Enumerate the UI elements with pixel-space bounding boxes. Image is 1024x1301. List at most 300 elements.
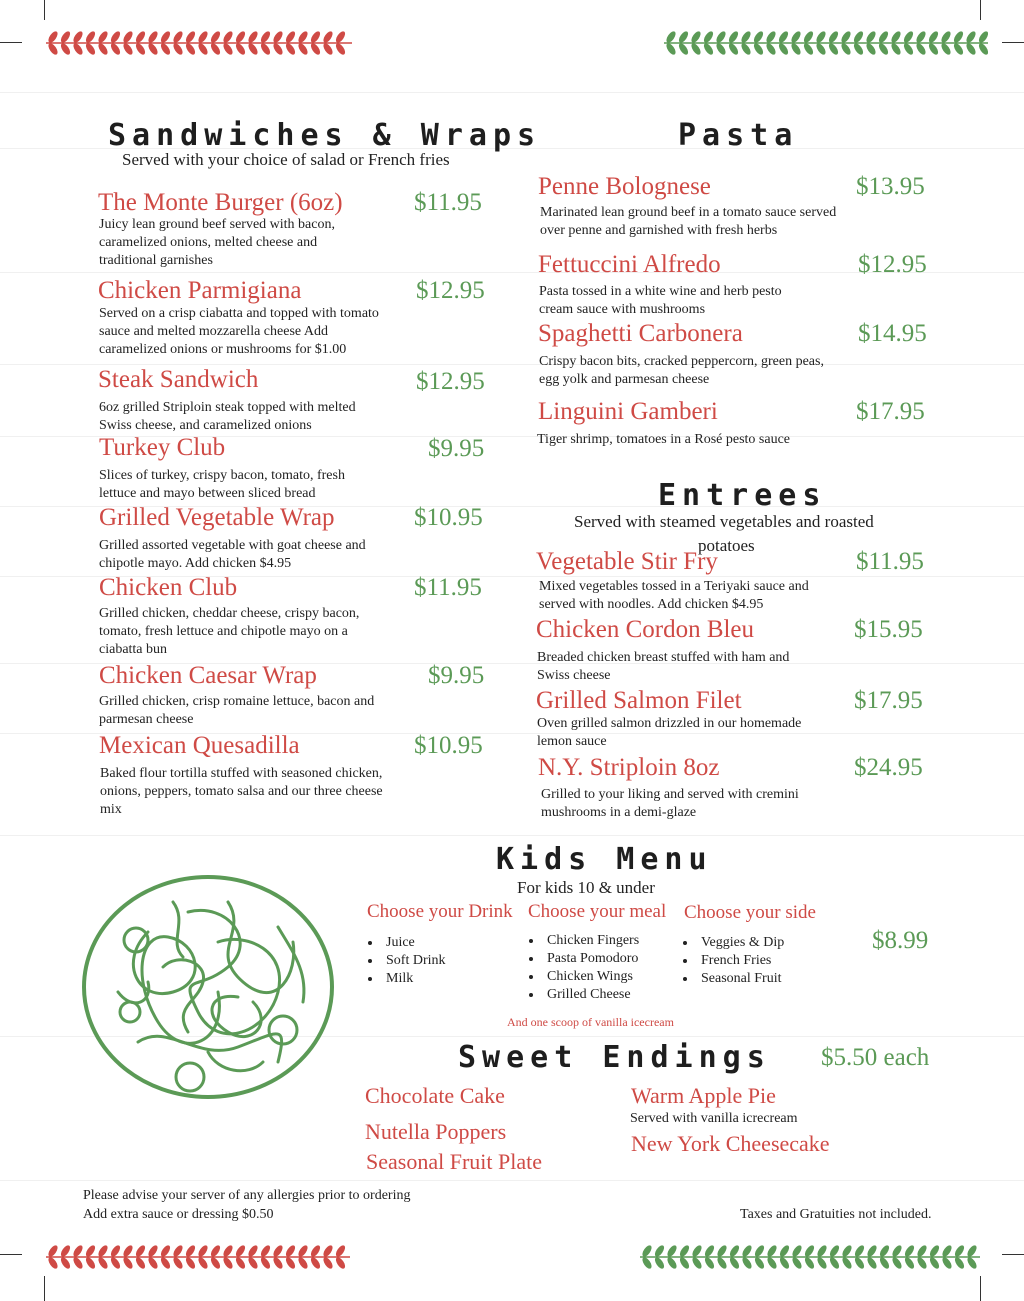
laurel-leaf bbox=[47, 1256, 60, 1270]
laurel-leaf bbox=[172, 1244, 185, 1258]
laurel-leaf bbox=[790, 42, 803, 56]
crop-mark bbox=[44, 0, 45, 20]
laurel-leaf bbox=[209, 30, 222, 44]
laurel-leaf bbox=[97, 1256, 110, 1270]
menu-item-price: $10.95 bbox=[414, 504, 483, 531]
menu-item-description: Mixed vegetables tossed in a Teriyaki sauce and served with noodles. Add chicken $4.95 bbox=[539, 579, 809, 612]
laurel-leaf bbox=[272, 30, 285, 44]
laurel-leaf bbox=[841, 1256, 854, 1270]
desserts-price: $5.50 each bbox=[821, 1044, 930, 1071]
laurel-leaf bbox=[297, 42, 310, 56]
dessert-item: Seasonal Fruit Plate bbox=[366, 1149, 542, 1174]
menu-item-description: Juicy lean ground beef served with bacon, caramelized onions, melted cheese and traditional garnishes bbox=[99, 217, 335, 268]
laurel-leaf bbox=[134, 1256, 147, 1270]
menu-item-price: $11.95 bbox=[414, 574, 482, 601]
laurel-leaf bbox=[259, 1244, 272, 1258]
laurel-leaf bbox=[753, 1256, 766, 1270]
menu-item-name: Mexican Quesadilla bbox=[99, 732, 300, 759]
laurel-leaf bbox=[816, 1244, 829, 1258]
background-rule bbox=[0, 364, 1024, 365]
laurel-leaf bbox=[853, 1244, 866, 1258]
laurel-leaf bbox=[297, 1244, 310, 1258]
menu-item-price: $12.95 bbox=[858, 251, 927, 278]
laurel-leaf bbox=[866, 1256, 879, 1270]
laurel-leaf bbox=[940, 30, 953, 44]
laurel-leaf bbox=[766, 1244, 779, 1258]
laurel-leaf bbox=[753, 1244, 766, 1258]
kids-icecream-note: And one scoop of vanilla icecream bbox=[507, 1015, 674, 1029]
laurel-leaf bbox=[109, 42, 122, 56]
laurel-leaf bbox=[159, 1244, 172, 1258]
laurel-leaf bbox=[866, 1244, 879, 1258]
laurel-leaf bbox=[272, 1244, 285, 1258]
laurel-leaf bbox=[940, 42, 953, 56]
laurel-leaf bbox=[777, 30, 790, 44]
laurel-leaf bbox=[653, 1244, 666, 1258]
laurel-leaf bbox=[172, 42, 185, 56]
laurel-leaf bbox=[322, 30, 335, 44]
laurel-leaf bbox=[877, 42, 890, 56]
laurel-leaf bbox=[147, 1256, 160, 1270]
laurel-leaf bbox=[222, 30, 235, 44]
menu-item-description: 6oz grilled Striploin steak topped with melted Swiss cheese, and caramelized onions bbox=[99, 400, 356, 433]
laurel-leaf bbox=[72, 42, 85, 56]
menu-item-price: $11.95 bbox=[856, 548, 924, 575]
laurel-leaf bbox=[928, 1256, 941, 1270]
laurel-leaf bbox=[109, 1244, 122, 1258]
laurel-leaf bbox=[966, 1244, 979, 1258]
list-item: • Grilled Cheese bbox=[543, 986, 639, 1004]
background-rule bbox=[0, 835, 1024, 836]
laurel-leaf bbox=[222, 1244, 235, 1258]
apple-pie-note: Served with vanilla icrecream bbox=[630, 1111, 798, 1126]
laurel-leaf bbox=[902, 30, 915, 44]
laurel-leaf bbox=[284, 30, 297, 44]
laurel-border-green-bottom-icon bbox=[640, 1244, 980, 1270]
list-item: • Seasonal Fruit bbox=[697, 970, 784, 988]
laurel-leaf bbox=[122, 1244, 135, 1258]
laurel-leaf bbox=[122, 30, 135, 44]
menu-item-description: Served on a crisp ciabatta and topped with tomato sauce and melted mozzarella cheese Add caramelized onions or mushrooms for $1.00 bbox=[99, 306, 379, 357]
menu-item-name: Chicken Club bbox=[99, 574, 238, 601]
laurel-leaf bbox=[678, 1244, 691, 1258]
laurel-leaf bbox=[903, 1244, 916, 1258]
laurel-leaf bbox=[122, 1256, 135, 1270]
laurel-leaf bbox=[109, 30, 122, 44]
laurel-leaf bbox=[122, 42, 135, 56]
laurel-leaf bbox=[803, 1244, 816, 1258]
laurel-leaf bbox=[966, 1256, 979, 1270]
dessert-item: Nutella Poppers bbox=[365, 1119, 507, 1144]
laurel-leaf bbox=[765, 30, 778, 44]
laurel-leaf bbox=[84, 1244, 97, 1258]
laurel-leaf bbox=[865, 42, 878, 56]
menu-item-name: Penne Bolognese bbox=[538, 173, 711, 200]
menu-item-price: $14.95 bbox=[858, 320, 927, 347]
menu-item-name: Grilled Vegetable Wrap bbox=[99, 504, 335, 531]
laurel-leaf bbox=[977, 30, 988, 44]
laurel-leaf bbox=[841, 1244, 854, 1258]
laurel-leaf bbox=[172, 30, 185, 44]
laurel-border-red-bottom-icon bbox=[46, 1244, 350, 1270]
menu-item-price: $9.95 bbox=[428, 435, 485, 462]
laurel-leaf bbox=[334, 1256, 347, 1270]
laurel-leaf bbox=[247, 1244, 260, 1258]
menu-item-price: $15.95 bbox=[854, 616, 923, 643]
sandwiches-subtitle: Served with your choice of salad or French fries bbox=[122, 150, 450, 169]
laurel-leaf bbox=[284, 1256, 297, 1270]
sandwiches-title: Sandwiches & Wraps bbox=[108, 118, 542, 153]
laurel-leaf bbox=[891, 1256, 904, 1270]
kids-side-heading: Choose your side bbox=[684, 902, 816, 923]
menu-item-price: $11.95 bbox=[414, 189, 482, 216]
menu-item-name: Grilled Salmon Filet bbox=[536, 687, 742, 714]
laurel-leaf bbox=[334, 1244, 347, 1258]
kids-menu-title: Kids Menu bbox=[496, 842, 713, 877]
crop-mark bbox=[44, 1276, 45, 1301]
laurel-leaf bbox=[816, 1256, 829, 1270]
laurel-leaf bbox=[741, 1244, 754, 1258]
laurel-leaf bbox=[941, 1244, 954, 1258]
laurel-leaf bbox=[766, 1256, 779, 1270]
laurel-leaf bbox=[916, 1256, 929, 1270]
laurel-leaf bbox=[322, 42, 335, 56]
menu-item-price: $24.95 bbox=[854, 754, 923, 781]
list-item: • Pasta Pomodoro bbox=[543, 950, 639, 968]
laurel-leaf bbox=[259, 1256, 272, 1270]
laurel-leaf bbox=[272, 1256, 285, 1270]
laurel-leaf bbox=[827, 42, 840, 56]
laurel-leaf bbox=[840, 30, 853, 44]
crop-mark bbox=[0, 1254, 22, 1255]
laurel-leaf bbox=[284, 1244, 297, 1258]
list-item: • Veggies & Dip bbox=[697, 934, 784, 952]
entrees-subtitle-line2: potatoes bbox=[698, 536, 755, 555]
laurel-leaf bbox=[172, 1256, 185, 1270]
spaghetti-plate-icon bbox=[78, 872, 338, 1102]
laurel-leaf bbox=[965, 42, 978, 56]
laurel-leaf bbox=[977, 42, 988, 56]
crop-mark bbox=[1002, 1254, 1024, 1255]
menu-item-name: Vegetable Stir Fry bbox=[536, 548, 718, 575]
laurel-leaf bbox=[159, 1256, 172, 1270]
laurel-leaf bbox=[234, 1244, 247, 1258]
menu-item-description: Grilled assorted vegetable with goat cheese and chipotle mayo. Add chicken $4.95 bbox=[99, 538, 366, 571]
laurel-leaf bbox=[765, 42, 778, 56]
laurel-leaf bbox=[184, 1256, 197, 1270]
laurel-leaf bbox=[247, 42, 260, 56]
laurel-leaf bbox=[147, 1244, 160, 1258]
laurel-leaf bbox=[209, 42, 222, 56]
menu-item-description: Grilled chicken, crisp romaine lettuce, bacon and parmesan cheese bbox=[99, 694, 375, 727]
taxes-note: Taxes and Gratuities not included. bbox=[740, 1207, 932, 1222]
menu-item-price: $10.95 bbox=[414, 732, 483, 759]
laurel-leaf bbox=[234, 30, 247, 44]
laurel-leaf bbox=[853, 1256, 866, 1270]
laurel-leaf bbox=[247, 30, 260, 44]
laurel-leaf bbox=[309, 30, 322, 44]
laurel-leaf bbox=[309, 1244, 322, 1258]
laurel-leaf bbox=[778, 1244, 791, 1258]
menu-item-name: Fettuccini Alfredo bbox=[538, 251, 721, 278]
laurel-leaf bbox=[877, 30, 890, 44]
list-item: • Chicken Wings bbox=[543, 968, 639, 986]
laurel-leaf bbox=[72, 1244, 85, 1258]
laurel-leaf bbox=[865, 30, 878, 44]
laurel-leaf bbox=[740, 42, 753, 56]
menu-item-price: $12.95 bbox=[416, 368, 485, 395]
laurel-leaf bbox=[715, 30, 728, 44]
laurel-leaf bbox=[728, 1256, 741, 1270]
laurel-leaf bbox=[147, 42, 160, 56]
laurel-leaf bbox=[197, 1244, 210, 1258]
laurel-leaf bbox=[197, 30, 210, 44]
laurel-leaf bbox=[790, 30, 803, 44]
laurel-leaf bbox=[678, 1256, 691, 1270]
laurel-leaf bbox=[703, 1244, 716, 1258]
laurel-leaf bbox=[740, 30, 753, 44]
laurel-leaf bbox=[878, 1244, 891, 1258]
menu-item-description: Marinated lean ground beef in a tomato sauce served over penne and garnished with fresh herbs bbox=[540, 205, 837, 238]
menu-item-description: Tiger shrimp, tomatoes in a Rosé pesto sauce bbox=[537, 432, 791, 447]
laurel-leaf bbox=[927, 42, 940, 56]
laurel-leaf bbox=[159, 30, 172, 44]
laurel-leaf bbox=[677, 30, 690, 44]
laurel-leaf bbox=[84, 30, 97, 44]
laurel-leaf bbox=[778, 1256, 791, 1270]
laurel-leaf bbox=[334, 42, 347, 56]
laurel-leaf bbox=[815, 30, 828, 44]
laurel-leaf bbox=[197, 1256, 210, 1270]
pasta-title: Pasta bbox=[678, 118, 799, 153]
menu-item-description: Breaded chicken breast stuffed with ham and Swiss cheese bbox=[537, 650, 790, 683]
laurel-leaf bbox=[653, 1256, 666, 1270]
laurel-leaf bbox=[322, 1256, 335, 1270]
laurel-leaf bbox=[890, 42, 903, 56]
laurel-leaf bbox=[97, 30, 110, 44]
laurel-leaf bbox=[828, 1256, 841, 1270]
laurel-leaf bbox=[802, 30, 815, 44]
laurel-leaf bbox=[272, 42, 285, 56]
laurel-leaf bbox=[953, 1244, 966, 1258]
menu-item-description: Grilled to your liking and served with cremini mushrooms in a demi-glaze bbox=[541, 787, 799, 820]
menu-item-description: Oven grilled salmon drizzled in our homemade lemon sauce bbox=[537, 716, 802, 749]
laurel-leaf bbox=[752, 30, 765, 44]
kids-side-list bbox=[679, 934, 784, 988]
crop-mark bbox=[1002, 42, 1024, 43]
laurel-leaf bbox=[803, 1256, 816, 1270]
laurel-leaf bbox=[665, 42, 678, 56]
list-item: • Soft Drink bbox=[382, 952, 446, 970]
laurel-leaf bbox=[109, 1256, 122, 1270]
laurel-leaf bbox=[728, 1244, 741, 1258]
laurel-leaf bbox=[852, 42, 865, 56]
laurel-leaf bbox=[334, 30, 347, 44]
laurel-border-red-top-icon bbox=[46, 30, 352, 56]
extra-sauce-note: Add extra sauce or dressing $0.50 bbox=[83, 1207, 274, 1222]
laurel-leaf bbox=[159, 42, 172, 56]
menu-item-name: Chicken Cordon Bleu bbox=[536, 616, 755, 643]
menu-item-description: Slices of turkey, crispy bacon, tomato, fresh lettuce and mayo between sliced bread bbox=[99, 468, 345, 501]
laurel-leaf bbox=[677, 42, 690, 56]
kids-drink-list bbox=[364, 934, 446, 988]
kids-meal-list bbox=[525, 932, 639, 1004]
laurel-leaf bbox=[184, 30, 197, 44]
menu-item-name: Spaghetti Carbonera bbox=[538, 320, 743, 347]
laurel-leaf bbox=[716, 1256, 729, 1270]
menu-item-price: $17.95 bbox=[856, 398, 925, 425]
laurel-leaf bbox=[941, 1256, 954, 1270]
laurel-leaf bbox=[59, 1256, 72, 1270]
laurel-leaf bbox=[965, 30, 978, 44]
laurel-leaf bbox=[952, 30, 965, 44]
laurel-leaf bbox=[666, 1244, 679, 1258]
list-item: • Juice bbox=[382, 934, 446, 952]
laurel-border-green-top-icon bbox=[664, 30, 988, 56]
laurel-leaf bbox=[690, 42, 703, 56]
laurel-leaf bbox=[59, 1244, 72, 1258]
laurel-leaf bbox=[927, 30, 940, 44]
menu-item-description: Pasta tossed in a white wine and herb pesto cream sauce with mushrooms bbox=[539, 284, 782, 317]
laurel-leaf bbox=[902, 42, 915, 56]
laurel-leaf bbox=[47, 30, 60, 44]
laurel-leaf bbox=[72, 30, 85, 44]
laurel-leaf bbox=[259, 42, 272, 56]
laurel-leaf bbox=[952, 42, 965, 56]
laurel-leaf bbox=[878, 1256, 891, 1270]
crop-mark bbox=[0, 42, 22, 43]
menu-item-price: $12.95 bbox=[416, 277, 485, 304]
laurel-leaf bbox=[641, 1244, 654, 1258]
kids-menu-price: $8.99 bbox=[872, 927, 929, 954]
dessert-item: Warm Apple Pie bbox=[631, 1083, 776, 1108]
menu-item-name: Linguini Gamberi bbox=[538, 398, 718, 425]
laurel-leaf bbox=[715, 42, 728, 56]
laurel-leaf bbox=[322, 1244, 335, 1258]
laurel-leaf bbox=[828, 1244, 841, 1258]
laurel-leaf bbox=[702, 30, 715, 44]
laurel-leaf bbox=[716, 1244, 729, 1258]
laurel-leaf bbox=[222, 1256, 235, 1270]
laurel-leaf bbox=[702, 42, 715, 56]
laurel-leaf bbox=[815, 42, 828, 56]
list-item: • French Fries bbox=[697, 952, 784, 970]
laurel-leaf bbox=[234, 1256, 247, 1270]
laurel-leaf bbox=[59, 42, 72, 56]
laurel-leaf bbox=[690, 30, 703, 44]
laurel-leaf bbox=[259, 30, 272, 44]
laurel-leaf bbox=[47, 1244, 60, 1258]
menu-item-name: Chicken Parmigiana bbox=[98, 277, 302, 304]
laurel-leaf bbox=[309, 42, 322, 56]
laurel-leaf bbox=[840, 42, 853, 56]
laurel-leaf bbox=[209, 1244, 222, 1258]
list-item: • Chicken Fingers bbox=[543, 932, 639, 950]
dessert-item: New York Cheesecake bbox=[631, 1131, 830, 1156]
laurel-leaf bbox=[928, 1244, 941, 1258]
laurel-leaf bbox=[134, 30, 147, 44]
kids-meal-heading: Choose your meal bbox=[528, 901, 667, 922]
menu-item-price: $17.95 bbox=[854, 687, 923, 714]
laurel-leaf bbox=[184, 42, 197, 56]
laurel-leaf bbox=[802, 42, 815, 56]
laurel-leaf bbox=[297, 1256, 310, 1270]
menu-item-price: $9.95 bbox=[428, 662, 485, 689]
laurel-leaf bbox=[59, 30, 72, 44]
laurel-leaf bbox=[915, 30, 928, 44]
laurel-leaf bbox=[953, 1256, 966, 1270]
laurel-leaf bbox=[727, 30, 740, 44]
allergy-note: Please advise your server of any allergies prior to ordering bbox=[83, 1188, 411, 1203]
laurel-leaf bbox=[247, 1256, 260, 1270]
laurel-leaf bbox=[234, 42, 247, 56]
laurel-leaf bbox=[703, 1256, 716, 1270]
laurel-leaf bbox=[72, 1256, 85, 1270]
menu-item-description: Crispy bacon bits, cracked peppercorn, green peas, egg yolk and parmesan cheese bbox=[539, 354, 824, 387]
laurel-leaf bbox=[641, 1256, 654, 1270]
laurel-leaf bbox=[903, 1256, 916, 1270]
laurel-leaf bbox=[891, 1244, 904, 1258]
laurel-leaf bbox=[691, 1244, 704, 1258]
laurel-leaf bbox=[184, 1244, 197, 1258]
laurel-leaf bbox=[84, 42, 97, 56]
menu-item-description: Grilled chicken, cheddar cheese, crispy bacon, tomato, fresh lettuce and chipotle mayo on a ciabatta bun bbox=[99, 606, 360, 657]
menu-item-name: Steak Sandwich bbox=[98, 366, 259, 393]
entrees-subtitle: Served with steamed vegetables and roasted bbox=[574, 512, 874, 531]
kids-menu-subtitle: For kids 10 & under bbox=[517, 878, 655, 897]
laurel-leaf bbox=[284, 42, 297, 56]
crop-mark bbox=[980, 1276, 981, 1301]
list-item: • Milk bbox=[382, 970, 446, 988]
laurel-leaf bbox=[197, 42, 210, 56]
laurel-leaf bbox=[309, 1256, 322, 1270]
laurel-leaf bbox=[84, 1256, 97, 1270]
laurel-leaf bbox=[691, 1256, 704, 1270]
laurel-leaf bbox=[222, 42, 235, 56]
laurel-leaf bbox=[791, 1244, 804, 1258]
laurel-leaf bbox=[665, 30, 678, 44]
laurel-leaf bbox=[209, 1256, 222, 1270]
menu-item-name: N.Y. Striploin 8oz bbox=[538, 754, 720, 781]
laurel-leaf bbox=[297, 30, 310, 44]
laurel-leaf bbox=[134, 1244, 147, 1258]
menu-item-name: The Monte Burger (6oz) bbox=[98, 189, 343, 216]
laurel-leaf bbox=[47, 42, 60, 56]
background-rule bbox=[0, 92, 1024, 93]
laurel-leaf bbox=[134, 42, 147, 56]
laurel-leaf bbox=[97, 42, 110, 56]
menu-item-price: $13.95 bbox=[856, 173, 925, 200]
laurel-leaf bbox=[752, 42, 765, 56]
laurel-leaf bbox=[97, 1244, 110, 1258]
desserts-title: Sweet Endings bbox=[458, 1040, 771, 1075]
dessert-item: Chocolate Cake bbox=[365, 1083, 505, 1108]
background-rule bbox=[0, 1180, 1024, 1181]
kids-drink-heading: Choose your Drink bbox=[367, 901, 513, 922]
laurel-leaf bbox=[741, 1256, 754, 1270]
menu-item-description: Baked flour tortilla stuffed with seasoned chicken, onions, peppers, tomato salsa and our three cheese mix bbox=[100, 766, 383, 817]
laurel-leaf bbox=[852, 30, 865, 44]
laurel-leaf bbox=[827, 30, 840, 44]
laurel-leaf bbox=[890, 30, 903, 44]
laurel-leaf bbox=[727, 42, 740, 56]
menu-item-name: Turkey Club bbox=[99, 434, 226, 461]
laurel-leaf bbox=[777, 42, 790, 56]
entrees-title: Entrees bbox=[658, 478, 827, 513]
laurel-leaf bbox=[791, 1256, 804, 1270]
crop-mark bbox=[980, 0, 981, 20]
laurel-leaf bbox=[916, 1244, 929, 1258]
